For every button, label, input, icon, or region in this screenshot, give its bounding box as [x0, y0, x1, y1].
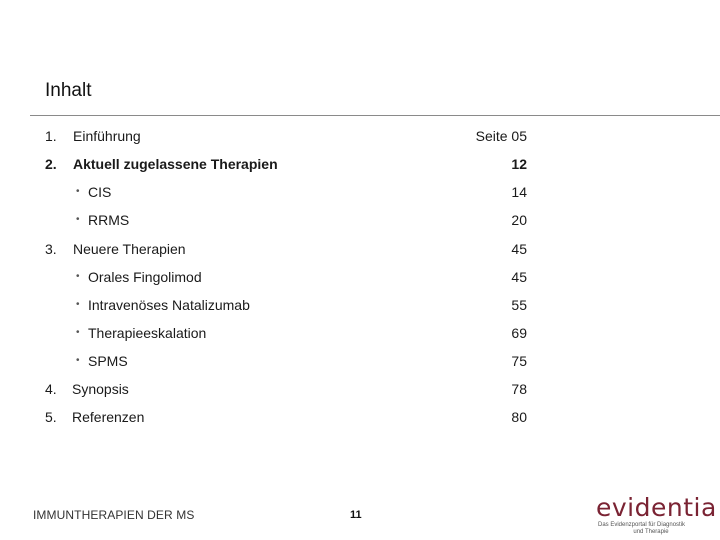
bullet-icon: • — [76, 299, 80, 310]
toc-page: 20 — [511, 212, 527, 228]
toc-label: Einführung — [73, 128, 141, 144]
toc-subentry-orales-fingolimod — [0, 267, 720, 287]
toc-label: Intravenöses Natalizumab — [88, 297, 250, 313]
toc-number: 2. — [45, 156, 57, 172]
toc-entry-einfuehrung — [0, 126, 720, 146]
logo-tagline — [598, 522, 704, 536]
toc-label: RRMS — [88, 212, 130, 228]
toc-label: Neuere Therapien — [73, 241, 186, 257]
toc-subentry-intravenoeses-natalizumab — [0, 295, 720, 315]
logo-tagline-line2: und Therapie — [633, 529, 669, 535]
toc-label: Therapieeskalation — [88, 325, 207, 341]
bullet-icon: • — [76, 214, 80, 225]
logo-wordmark: evidentia — [596, 493, 717, 522]
toc-page: 45 — [511, 241, 527, 257]
toc-subentry-rrms — [0, 210, 720, 230]
page-number: 11 — [350, 509, 362, 521]
toc-page: 80 — [511, 409, 527, 425]
toc-page: 75 — [511, 353, 527, 369]
toc-page: 55 — [511, 297, 527, 313]
toc-subentry-therapieeskalation — [0, 323, 720, 343]
bullet-icon: • — [76, 327, 80, 338]
toc-entry-neuere-therapien — [0, 239, 720, 259]
toc-label: CIS — [88, 184, 112, 200]
toc-label: Orales Fingolimod — [88, 269, 202, 285]
toc-subentry-cis — [0, 182, 720, 202]
logo-tagline-line1: Das Evidenzportal für Diagnostik — [598, 522, 686, 528]
toc-label: Synopsis — [72, 381, 129, 397]
evidentia-logo — [596, 493, 717, 538]
toc-label: Referenzen — [72, 409, 145, 425]
title-divider — [30, 115, 720, 116]
toc-number: 4. — [45, 381, 57, 397]
toc-page: 45 — [511, 269, 527, 285]
slide-title: Inhalt — [45, 80, 92, 101]
bullet-icon: • — [76, 186, 80, 197]
toc-label: SPMS — [88, 353, 128, 369]
footer-title: IMMUNTHERAPIEN DER MS — [33, 508, 195, 522]
toc-page: Seite 05 — [475, 128, 527, 144]
bullet-icon: • — [76, 271, 80, 282]
toc-number: 5. — [45, 409, 57, 425]
toc-number: 1. — [45, 128, 57, 144]
toc-page: 69 — [511, 325, 527, 341]
toc-subentry-spms — [0, 351, 720, 371]
toc-label: Aktuell zugelassene Therapien — [73, 156, 278, 172]
bullet-icon: • — [76, 355, 80, 366]
toc-number: 3. — [45, 241, 57, 257]
toc-entry-aktuell-zugelassene-therapien — [0, 154, 720, 174]
toc-page: 78 — [511, 381, 527, 397]
toc-page: 12 — [511, 156, 527, 172]
toc-page: 14 — [511, 184, 527, 200]
toc-entry-referenzen — [0, 407, 720, 427]
toc-entry-synopsis — [0, 379, 720, 399]
